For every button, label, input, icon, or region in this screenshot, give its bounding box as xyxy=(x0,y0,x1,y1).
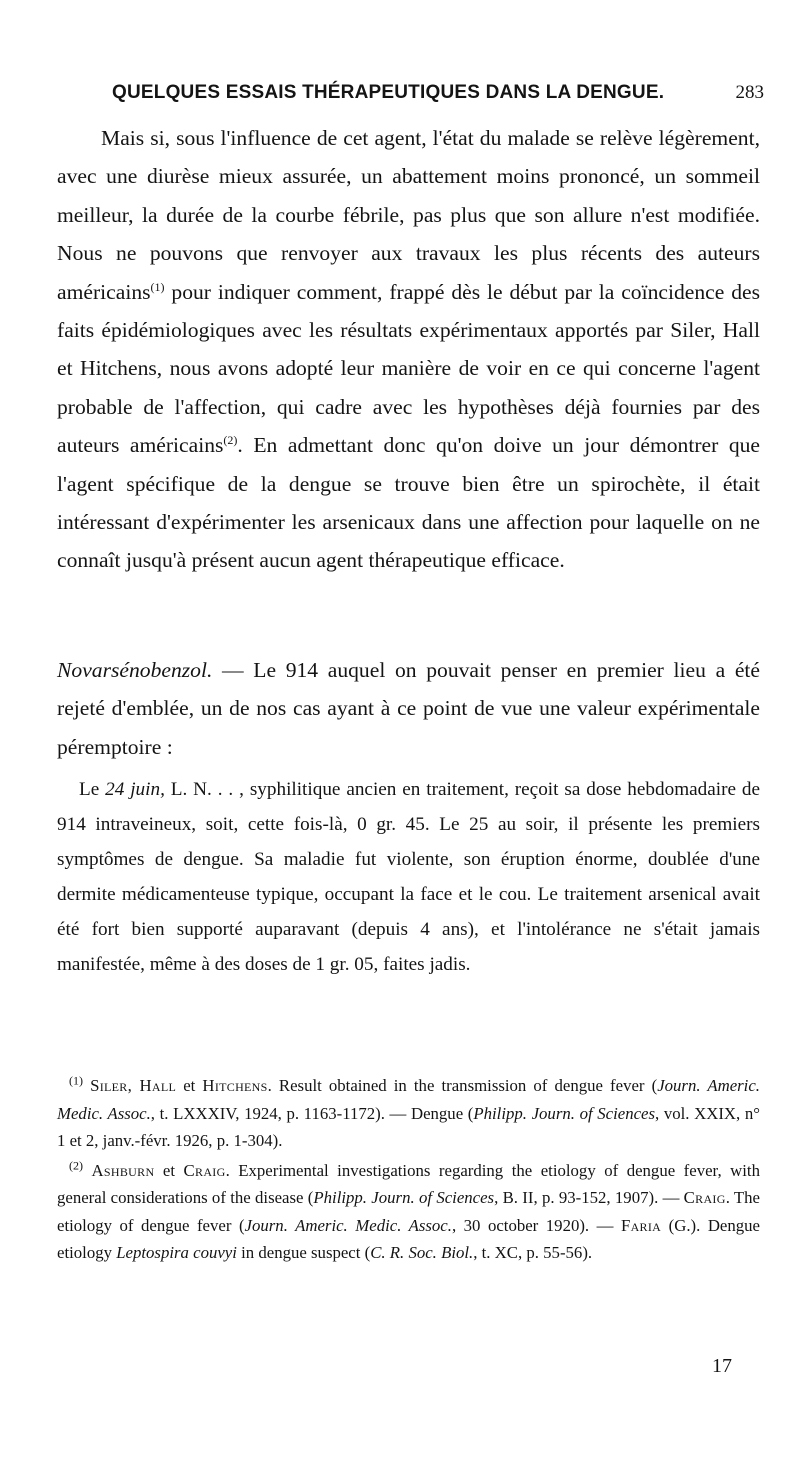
footnote-2-text-6: in dengue suspect ( xyxy=(236,1243,371,1262)
running-title: QUELQUES ESSAIS THÉRAPEUTIQUES DANS LA DENGUE. xyxy=(112,82,665,103)
footnote-2-text-2: , B. II, p. 93-152, 1907). — xyxy=(494,1188,684,1207)
footnote-2-text-7: , t. XC, p. 55-56). xyxy=(473,1243,593,1262)
footnote-2-journal-2: Journ. Americ. Medic. Assoc. xyxy=(244,1215,452,1235)
footnote-2-author-1: Ashburn xyxy=(91,1160,155,1180)
footnote-1-text-1: . Result obtained in the transmission of dengue fever ( xyxy=(267,1076,658,1095)
footnote-1-and: et xyxy=(176,1076,203,1095)
footnote-2 xyxy=(57,1157,760,1267)
footnote-2-species: Leptospira couvyi xyxy=(116,1243,237,1262)
section-lead-novarsenobenzol: Novarsénobenzol. xyxy=(57,658,213,682)
footnote-1-author-3: Hitchens xyxy=(202,1076,268,1095)
footnote-ref-2: (2) xyxy=(223,433,238,448)
paragraph-2-text: — Le 914 auquel on pouvait penser en premier lieu a été rejeté d'emblée, un de nos cas ayant à ce point de vue une valeur expérimentale péremptoire : xyxy=(57,658,760,759)
case-report-date: 24 juin, xyxy=(105,779,165,800)
signature-mark: 17 xyxy=(712,1355,732,1377)
case-report-text: L. N. . . , syphilitique ancien en traitement, reçoit sa dose hebdomadaire de 914 intraveineux, soit, cette fois-là, 0 gr. 45. Le 25 au soir, il présente les premiers symptômes de dengue. Sa maladie fut violente, son éruption énorme, doublée d'une dermite médicamenteuse typique, occupant la face et le cou. Le traitement arsenical avait été fort bien supporté auparavant (depuis 4 ans), et l'intolérance ne s'était jamais manifestée, même à des doses de 1 gr. 05, faites jadis. xyxy=(57,779,760,975)
footnote-2-author-2: Craig xyxy=(183,1160,226,1180)
case-report-le: Le xyxy=(79,779,106,800)
paragraph-1-text-b: pour indiquer comment, frappé dès le début par la coïncidence des faits épidémiologiques avec les résultats expérimentaux apportés par Siler, Hall et Hitchens, nous avons adopté leur manière de voir en ce qui concerne l'agent probable de l'affection, qui cadre avec les hypothèses déjà fournies par des auteurs américains xyxy=(57,279,760,458)
footnotes xyxy=(57,1072,760,1269)
paragraph-1-text-c: . En admettant donc qu'on doive un jour démontrer que l'agent spécifique de la dengue se trouve bien être un spirochète, il était intéressant d'expérimenter les arsenicaux dans une affection pour laquelle on ne connaît jusqu'à présent aucun agent thérapeutique efficace. xyxy=(57,433,761,573)
footnote-1-journal-2: Philipp. Journ. of Sciences xyxy=(473,1103,656,1123)
footnote-1-mark: (1) xyxy=(69,1073,83,1088)
footnote-ref-1: (1) xyxy=(150,279,165,294)
footnote-1-journal-1: Journ. Americ. Medic. Assoc. xyxy=(57,1076,760,1123)
running-header xyxy=(0,82,800,110)
footnote-2-author-4: Faria xyxy=(620,1215,662,1235)
footnote-2-mark: (2) xyxy=(69,1157,83,1172)
footnote-2-journal-3: C. R. Soc. Biol. xyxy=(370,1243,474,1262)
paragraph-1 xyxy=(57,119,760,580)
paragraph-1-text-a: Mais si, sous l'influence de cet agent, l'état du malade se relève légèrement, avec une diurèse mieux assurée, un abattement moins prononcé, un sommeil meilleur, la durée de la courbe fébrile, pas plus que son allure n'est modifiée. Nous ne pouvons que renvoyer aux travaux les plus récents des auteurs américains xyxy=(57,126,760,304)
paragraph-2 xyxy=(57,651,760,766)
footnote-2-author-3: Craig xyxy=(683,1188,726,1207)
footnote-1-text-2: , t. LXXXIV, 1924, p. 1163-1172). — Dengue ( xyxy=(150,1103,474,1123)
footnote-2-journal-1: Philipp. Journ. of Sciences xyxy=(313,1188,495,1207)
footnote-2-text-4: , 30 october 1920). — xyxy=(451,1215,621,1235)
footnote-2-text-3: . The etiology of dengue fever ( xyxy=(57,1188,760,1235)
case-report xyxy=(57,772,760,982)
footnote-2-and: et xyxy=(154,1160,184,1180)
footnote-1-text-3: , vol. XXIX, n° 1 et 2, janv.-févr. 1926, p. 1-304). xyxy=(57,1103,760,1150)
page-number: 283 xyxy=(735,82,764,103)
footnote-1-authors: Siler, Hall xyxy=(90,1076,177,1095)
footnote-1 xyxy=(57,1072,760,1155)
footnote-2-text-1: . Experimental investigations regarding the etiology of dengue fever, with general considerations of the disease ( xyxy=(57,1160,760,1207)
footnote-2-text-5: (G.). Dengue etiology xyxy=(57,1215,761,1262)
